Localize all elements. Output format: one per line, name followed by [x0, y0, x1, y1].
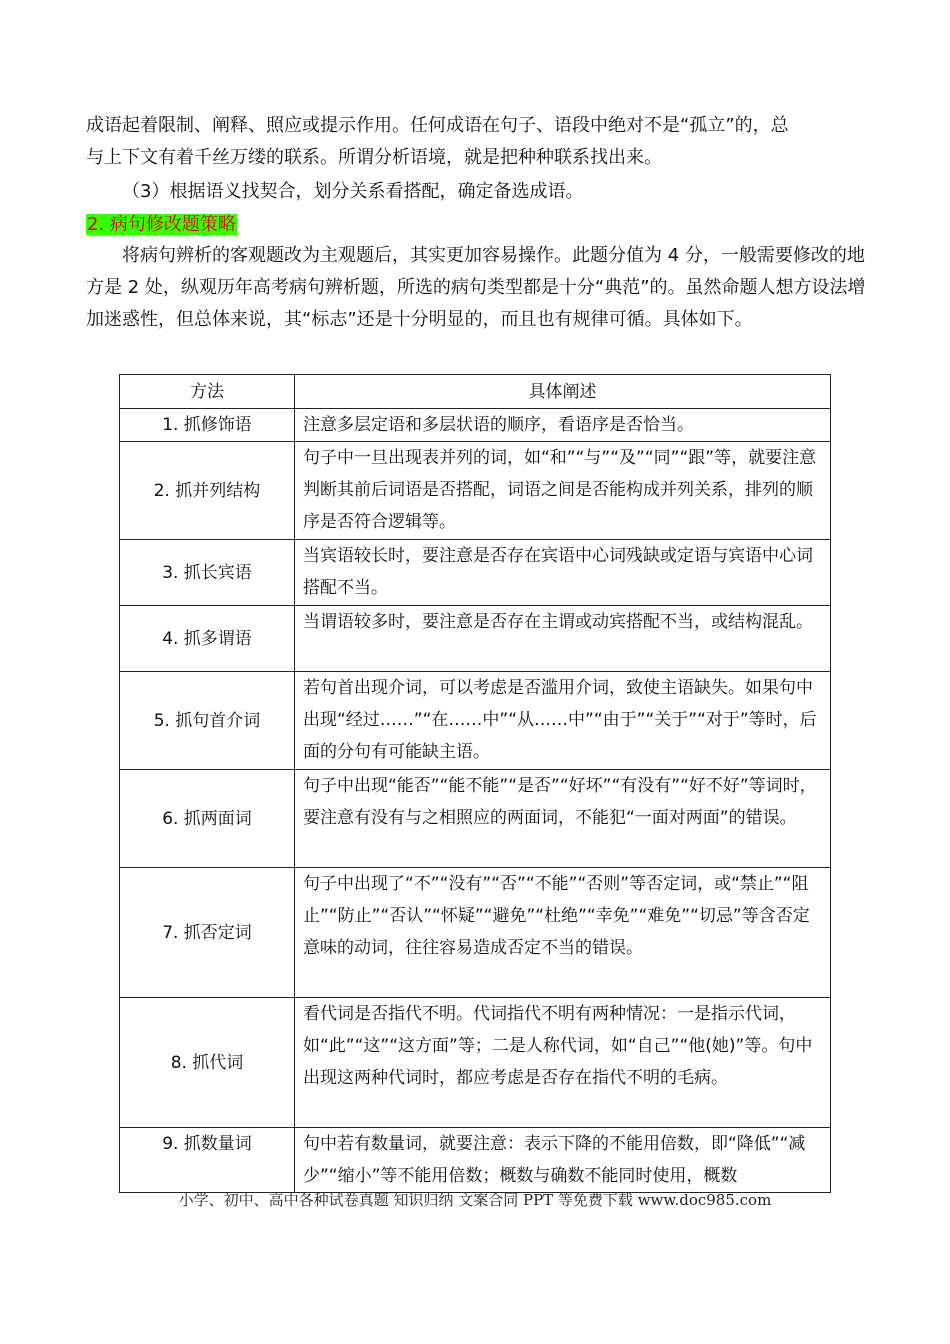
method-cell: 3. 抓长宾语 — [120, 540, 295, 606]
method-cell: 7. 抓否定词 — [120, 868, 295, 998]
table-row — [120, 409, 831, 442]
description-cell: 句子中一旦出现表并列的词，如“和”“与”“及”“同”“跟”等，就要注意判断其前后词语是否搭配，词语之间是否能构成并列关系，排列的顺序是否符合逻辑等。 — [295, 442, 831, 540]
strategy-paragraph: 将病句辨析的客观题改为主观题后，其实更加容易操作。此题分值为 4 分，一般需要修改的地方是 2 处，纵观历年高考病句辨析题，所选的病句类型都是十分“典范”的。虽然命题人想方设法增加迷惑性，但总体来说，其“标志”还是十分明显的，而且也有规律可循。具体如下。 — [86, 245, 866, 330]
table-row — [120, 1128, 831, 1193]
header-description: 具体阐述 — [295, 375, 831, 409]
method-cell: 1. 抓修饰语 — [120, 409, 295, 442]
method-cell: 6. 抓两面词 — [120, 770, 295, 868]
method-cell: 8. 抓代词 — [120, 998, 295, 1128]
table-row — [120, 770, 831, 868]
table-row — [120, 540, 831, 606]
point-3-paragraph: （3）根据语义找契合，划分关系看搭配，确定备选成语。 — [122, 181, 584, 202]
description-cell: 句子中出现了“不”“没有”“否”“不能”“否则”等否定词，或“禁止”“阻止”“防止”“否认”“怀疑”“避免”“杜绝”“幸免”“难免”“切忌”等含否定意味的动词，往往容易造成否定不当的错误。 — [295, 868, 831, 998]
description-cell: 当谓语较多时，要注意是否存在主谓或动宾搭配不当，或结构混乱。 — [295, 606, 831, 672]
description-cell: 若句首出现介词，可以考虑是否滥用介词，致使主语缺失。如果句中出现“经过……”“在……中”“从……中”“由于”“关于”“对于”等时，后面的分句有可能缺主语。 — [295, 672, 831, 770]
description-cell: 句子中出现“能否”“能不能”“是否”“好坏”“有没有”“好不好”等词时，要注意有没有与之相照应的两面词，不能犯“一面对两面”的错误。 — [295, 770, 831, 868]
table-header-row — [120, 375, 831, 409]
table-row — [120, 672, 831, 770]
table-row — [120, 442, 831, 540]
method-cell: 4. 抓多谓语 — [120, 606, 295, 672]
description-cell: 注意多层定语和多层状语的顺序，看语序是否恰当。 — [295, 409, 831, 442]
intro-line-2: 与上下文有着千丝万缕的联系。所谓分析语境，就是把种种联系找出来。 — [86, 147, 662, 168]
table-row — [120, 998, 831, 1128]
header-method: 方法 — [120, 375, 295, 409]
table-row — [120, 606, 831, 672]
method-cell: 2. 抓并列结构 — [120, 442, 295, 540]
description-cell: 当宾语较长时，要注意是否存在宾语中心词残缺或定语与宾语中心词搭配不当。 — [295, 540, 831, 606]
section-heading-text: 2. 病句修改题策略 — [87, 214, 236, 235]
methods-table — [119, 374, 831, 1193]
description-cell: 句中若有数量词，就要注意：表示下降的不能用倍数，即“降低”“减少”“缩小”等不能用倍数；概数与确数不能同时使用，概数 — [295, 1128, 831, 1193]
section-heading — [86, 211, 237, 239]
intro-line-1: 成语起着限制、阐释、照应或提示作用。任何成语在句子、语段中绝对不是“孤立”的，总 — [86, 115, 789, 136]
intro-paragraph — [86, 110, 866, 174]
method-cell: 9. 抓数量词 — [120, 1128, 295, 1193]
description-cell: 看代词是否指代不明。代词指代不明有两种情况：一是指示代词，如“此”“这”“这方面”等；二是人称代词，如“自己”“他(她)”等。句中出现这两种代词时，都应考虑是否存在指代不明的毛病。 — [295, 998, 831, 1128]
method-cell: 5. 抓句首介词 — [120, 672, 295, 770]
page-footer: 小学、初中、高中各种试卷真题 知识归纳 文案合同 PPT 等免费下载 www.doc985.com — [178, 1191, 772, 1209]
table-row — [120, 868, 831, 998]
